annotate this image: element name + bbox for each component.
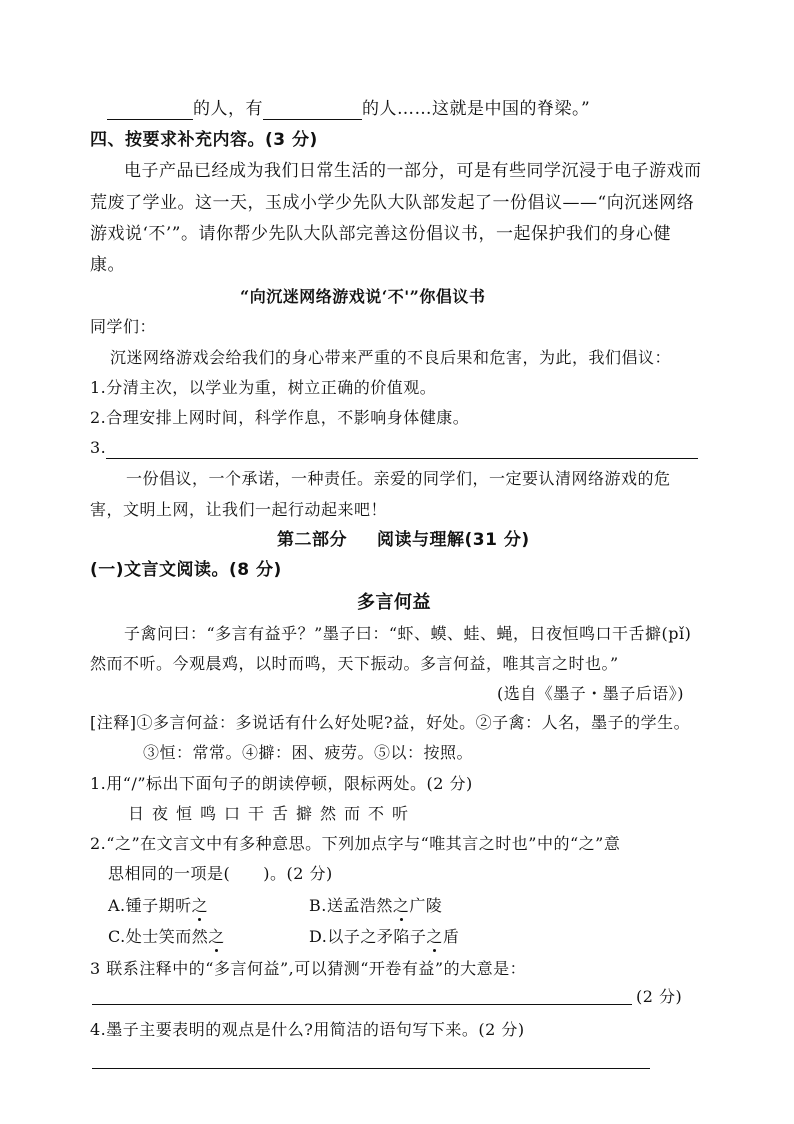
q2-option-c[interactable]: C.处士笑而然之 (108, 927, 225, 946)
q3-answer-line[interactable] (92, 1004, 632, 1005)
answer-blank-2[interactable] (263, 101, 362, 120)
intro-line-4: 康。 (90, 255, 125, 275)
intro-line-1: 电子产品已经成为我们日常生活的一部分，可是有些同学沉浸于电子游戏而 (124, 161, 702, 181)
proposal-item-3-blank[interactable] (106, 440, 698, 459)
proposal-closing-2: 害，文明上网，让我们一起行动起来吧！ (90, 500, 388, 519)
q1-stem: 1.用“/”标出下面句子的朗读停顿，限标两处。(2 分) (90, 774, 473, 793)
classical-reading-heading: (一)文言文阅读。(8 分) (90, 560, 282, 580)
dotted-char: 之 (191, 896, 209, 915)
notes-line-2: ③恒：常常。④擗：困、疲劳。⑤以：按照。 (143, 743, 474, 762)
proposal-item-2: 2.合理安排上网时间，科学作息，不影响身体健康。 (90, 408, 470, 427)
proposal-body: 沉迷网络游戏会给我们的身心带来严重的不良后果和危害，为此，我们倡议： (110, 348, 672, 367)
q2-stem-line-1: 2.“之”在文言文中有多种意思。下列加点字与“唯其言之时也”中的“之”意 (90, 834, 621, 853)
q2-stem-line-2: 思相同的一项是( )。(2 分) (108, 864, 333, 883)
dotted-char: 之 (392, 896, 410, 915)
q3-stem: 3 联系注释中的“多言何益”,可以猜测“开卷有益”的大意是： (90, 959, 527, 978)
answer-blank-1[interactable] (107, 101, 193, 120)
notes-line-1: [注释]①多言何益：多说话有什么好处呢?益，好处。②子禽：人名，墨子的学生。 (90, 713, 691, 732)
dotted-char: 之 (426, 927, 443, 946)
q2-option-d[interactable]: D.以子之矛陷子之盾 (309, 927, 460, 946)
intro-line-3: 游戏说‘不’”。请你帮少先队大队部完善这份倡议书，一起保护我们的身心健 (90, 224, 671, 244)
passage-source: (选自《墨子・墨子后语》) (497, 684, 684, 703)
proposal-title: “向沉迷网络游戏说‘不'”你倡议书 (240, 287, 486, 306)
proposal-item-1: 1.分清主次，以学业为重，树立正确的价值观。 (90, 378, 437, 397)
part2-heading: 第二部分 阅读与理解(31 分) (277, 530, 530, 550)
q3-score: (2 分) (636, 987, 683, 1006)
dotted-char: 之 (208, 927, 225, 946)
passage-title: 多言何益 (357, 592, 431, 613)
intro-line-2: 荒废了学业。这一天，玉成小学少先队大队部发起了一份倡议——“向沉迷网络 (90, 193, 695, 213)
q2-option-b[interactable]: B.送孟浩然之广陵 (309, 896, 443, 915)
q1-sentence[interactable]: 日夜恒鸣口干舌擗然而不听 (128, 804, 417, 823)
quote-ending-line: 的人，有 的人……这就是中国的脊梁。” (107, 98, 590, 120)
proposal-closing-1: 一份倡议，一个承诺，一种责任。亲爱的同学们，一定要认清网络游戏的危 (126, 469, 671, 488)
section4-heading: 四、按要求补充内容。(3 分) (90, 130, 318, 150)
passage-line-1: 子禽问曰：“多言有益乎？”墨子曰：“虾、蟆、蛙、蝇，日夜恒鸣口干舌擗(pǐ) (124, 624, 692, 643)
q2-option-a[interactable]: A.锺子期听之 (108, 896, 209, 915)
q4-answer-line[interactable] (92, 1068, 650, 1069)
passage-line-2: 然而不听。今观晨鸡，以时而鸣，天下振动。多言何益，唯其言之时也。” (90, 654, 619, 673)
q4-stem: 4.墨子主要表明的观点是什么?用简洁的语句写下来。(2 分) (90, 1020, 525, 1039)
proposal-item-3: 3. (90, 437, 698, 459)
proposal-greeting: 同学们： (90, 317, 157, 336)
